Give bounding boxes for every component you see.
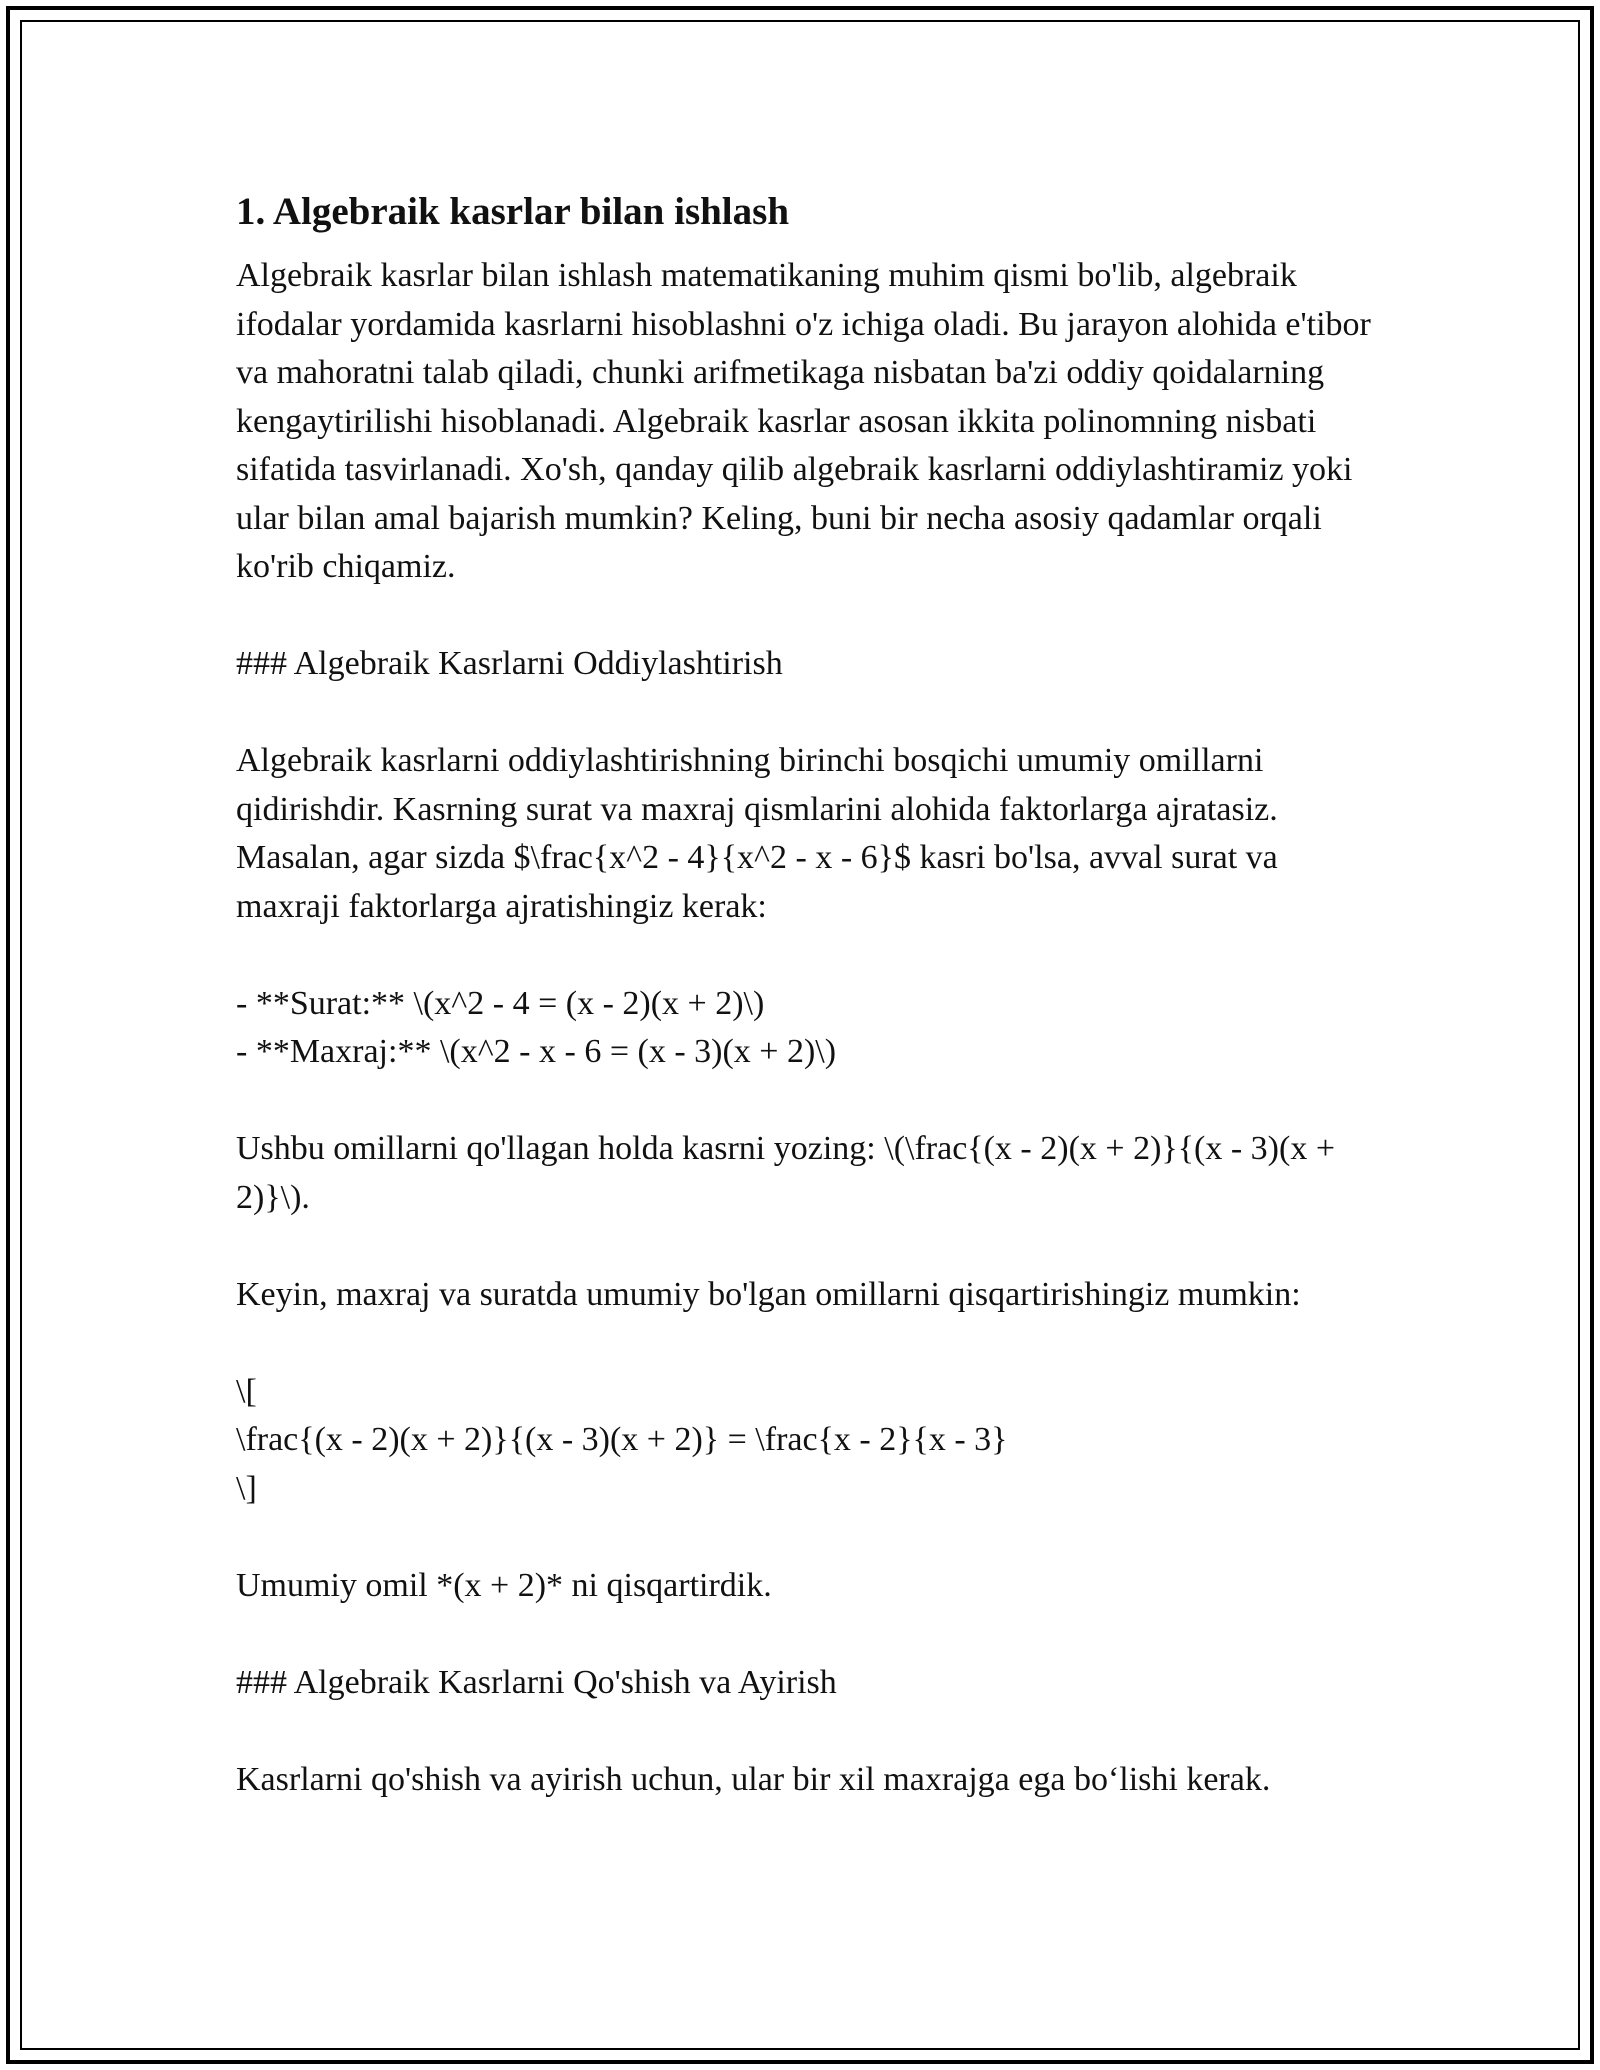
- spacer: [236, 1610, 1376, 1659]
- spacer: [236, 1222, 1376, 1271]
- cancel-paragraph: Keyin, maxraj va suratda umumiy bo'lgan omillarni qisqartirishingiz mumkin:: [236, 1275, 1301, 1313]
- list-item-maxraj: - **Maxraj:** \(x^2 - x - 6 = (x - 3)(x + 2)\): [236, 1033, 837, 1070]
- section2-heading: ### Algebraik Kasrlarni Qo'shish va Ayirish: [236, 1663, 837, 1701]
- intro-paragraph: Algebraik kasrlar bilan ishlash matematikaning muhim qismi bo'lib, algebraik ifodalar yordamida kasrlarni hisoblashni o'z ichiga oladi. Bu jarayon alohida e'tibor va mahoratni talab qiladi, chunki arifmetikaga nisbatan ba'zi oddiy qoidalarning kengaytirilishi hisoblanadi. Algebraik kasrlar asosan ikkita polinomning nisbati sifatida tasvirlanadi. Xo'sh, qanday qilib algebraik kasrlarni oddiylashtiramiz yoki ular bilan amal bajarish mumkin? Keling, buni bir necha asosiy qadamlar orqali ko'rib chiqamiz.: [236, 257, 1380, 585]
- display-math-close: \]: [236, 1469, 257, 1507]
- document-content: [236, 186, 1380, 1804]
- spacer: [236, 931, 1376, 980]
- section1-paragraph: Algebraik kasrlarni oddiylashtirishning birinchi bosqichi umumiy omillarni qidirishdir. Kasrning surat va maxraj qismlarini alohida faktorlarga ajratasiz. Masalan, agar sizda $\frac{x^2 - 4}{x^2 - x - 6}$ kasri bo'lsa, avval surat va maxraji faktorlarga ajratishingiz kerak:: [236, 742, 1287, 925]
- document-heading: 1. Algebraik kasrlar bilan ishlash: [236, 190, 790, 233]
- write-fraction-paragraph: Ushbu omillarni qo'llagan holda kasrni yozing: \(\frac{(x - 2)(x + 2)}{(x - 3)(x + 2)}\).: [236, 1130, 1344, 1216]
- spacer: [236, 1077, 1376, 1126]
- spacer: [236, 592, 1376, 641]
- display-math-body: \frac{(x - 2)(x + 2)}{(x - 3)(x + 2)} = \frac{x - 2}{x - 3}: [236, 1421, 1008, 1458]
- spacer: [236, 1319, 1376, 1368]
- spacer: [236, 1707, 1376, 1756]
- cancelled-note: Umumiy omil *(x + 2)* ni qisqartirdik.: [236, 1566, 772, 1604]
- list-item-surat: - **Surat:** \(x^2 - 4 = (x - 2)(x + 2)\): [236, 984, 765, 1022]
- display-math-open: \[: [236, 1372, 257, 1410]
- section1-heading: ### Algebraik Kasrlarni Oddiylashtirish: [236, 645, 783, 682]
- spacer: [236, 1513, 1376, 1562]
- spacer: [236, 689, 1376, 738]
- section2-paragraph: Kasrlarni qo'shish va ayirish uchun, ular bir xil maxrajga ega bo‘lishi kerak.: [236, 1760, 1271, 1798]
